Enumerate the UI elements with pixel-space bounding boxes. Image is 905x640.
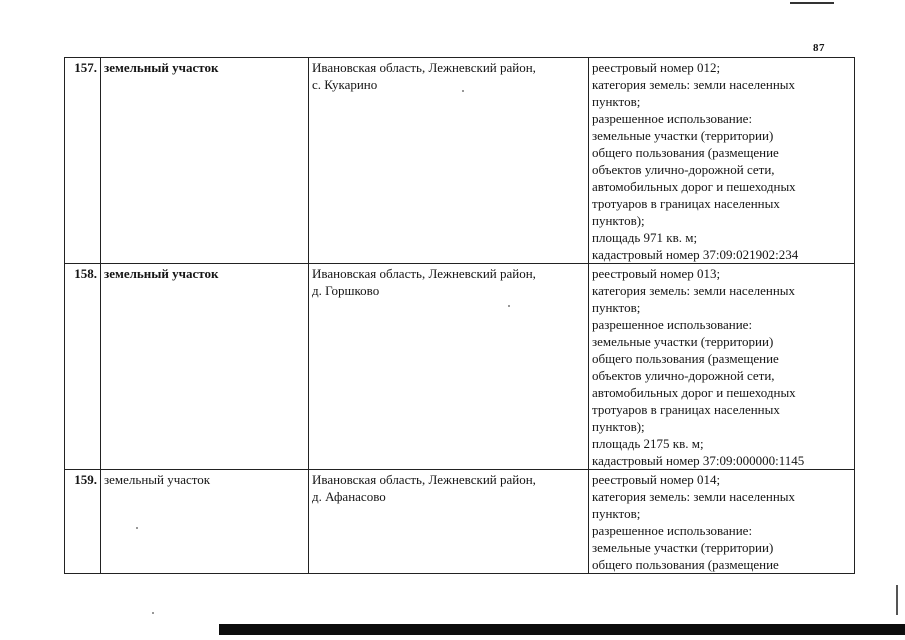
object-kind: земельный участок bbox=[101, 470, 309, 574]
object-details bbox=[589, 264, 855, 470]
object-details bbox=[589, 470, 855, 574]
detail-line: объектов улично-дорожной сети, bbox=[592, 162, 775, 177]
detail-line: автомобильных дорог и пешеходных bbox=[592, 179, 796, 194]
detail-line: реестровый номер 013; bbox=[592, 266, 721, 281]
detail-line: разрешенное использование: bbox=[592, 523, 753, 538]
detail-line: реестровый номер 014; bbox=[592, 472, 721, 487]
detail-line: объектов улично-дорожной сети, bbox=[592, 368, 775, 383]
scan-speck bbox=[152, 612, 154, 614]
detail-line: тротуаров в границах населенных bbox=[592, 402, 780, 417]
detail-line: тротуаров в границах населенных bbox=[592, 196, 780, 211]
detail-line: реестровый номер 012; bbox=[592, 60, 721, 75]
detail-line: пунктов; bbox=[592, 94, 641, 109]
address-line: Ивановская область, Лежневский район, bbox=[312, 472, 536, 487]
detail-line: общего пользования (размещение bbox=[592, 557, 779, 572]
row-number: 157. bbox=[65, 58, 101, 264]
detail-line: категория земель: земли населенных bbox=[592, 489, 796, 504]
detail-line: общего пользования (размещение bbox=[592, 145, 779, 160]
detail-line: пунктов; bbox=[592, 506, 641, 521]
detail-line: кадастровый номер 37:09:021902:234 bbox=[592, 247, 799, 262]
address-line: д. Афанасово bbox=[312, 489, 386, 504]
scan-bottom-shadow bbox=[219, 624, 905, 635]
detail-line: разрешенное использование: bbox=[592, 317, 753, 332]
scan-speck bbox=[508, 305, 510, 307]
table-row bbox=[65, 470, 855, 574]
detail-line: категория земель: земли населенных bbox=[592, 283, 796, 298]
object-kind: земельный участок bbox=[101, 264, 309, 470]
table-row bbox=[65, 58, 855, 264]
object-address bbox=[309, 470, 589, 574]
top-scan-rule bbox=[790, 2, 834, 4]
scan-edge-mark bbox=[896, 585, 898, 615]
scan-speck bbox=[462, 90, 464, 92]
property-registry-table bbox=[64, 57, 855, 574]
address-line: Ивановская область, Лежневский район, bbox=[312, 60, 536, 75]
address-line: Ивановская область, Лежневский район, bbox=[312, 266, 536, 281]
detail-line: земельные участки (территории) bbox=[592, 128, 774, 143]
address-line: с. Кукарино bbox=[312, 77, 378, 92]
scan-speck bbox=[136, 527, 138, 529]
object-address bbox=[309, 58, 589, 264]
detail-line: площадь 971 кв. м; bbox=[592, 230, 698, 245]
row-number: 159. bbox=[65, 470, 101, 574]
page-number: 87 bbox=[813, 42, 825, 54]
object-address bbox=[309, 264, 589, 470]
table-row bbox=[65, 264, 855, 470]
object-kind: земельный участок bbox=[101, 58, 309, 264]
address-line: д. Горшково bbox=[312, 283, 380, 298]
detail-line: пунктов; bbox=[592, 300, 641, 315]
detail-line: пунктов); bbox=[592, 419, 645, 434]
detail-line: земельные участки (территории) bbox=[592, 334, 774, 349]
detail-line: площадь 2175 кв. м; bbox=[592, 436, 704, 451]
object-details bbox=[589, 58, 855, 264]
detail-line: земельные участки (территории) bbox=[592, 540, 774, 555]
detail-line: общего пользования (размещение bbox=[592, 351, 779, 366]
detail-line: разрешенное использование: bbox=[592, 111, 753, 126]
detail-line: категория земель: земли населенных bbox=[592, 77, 796, 92]
row-number: 158. bbox=[65, 264, 101, 470]
detail-line: пунктов); bbox=[592, 213, 645, 228]
detail-line: автомобильных дорог и пешеходных bbox=[592, 385, 796, 400]
detail-line: кадастровый номер 37:09:000000:1145 bbox=[592, 453, 805, 468]
